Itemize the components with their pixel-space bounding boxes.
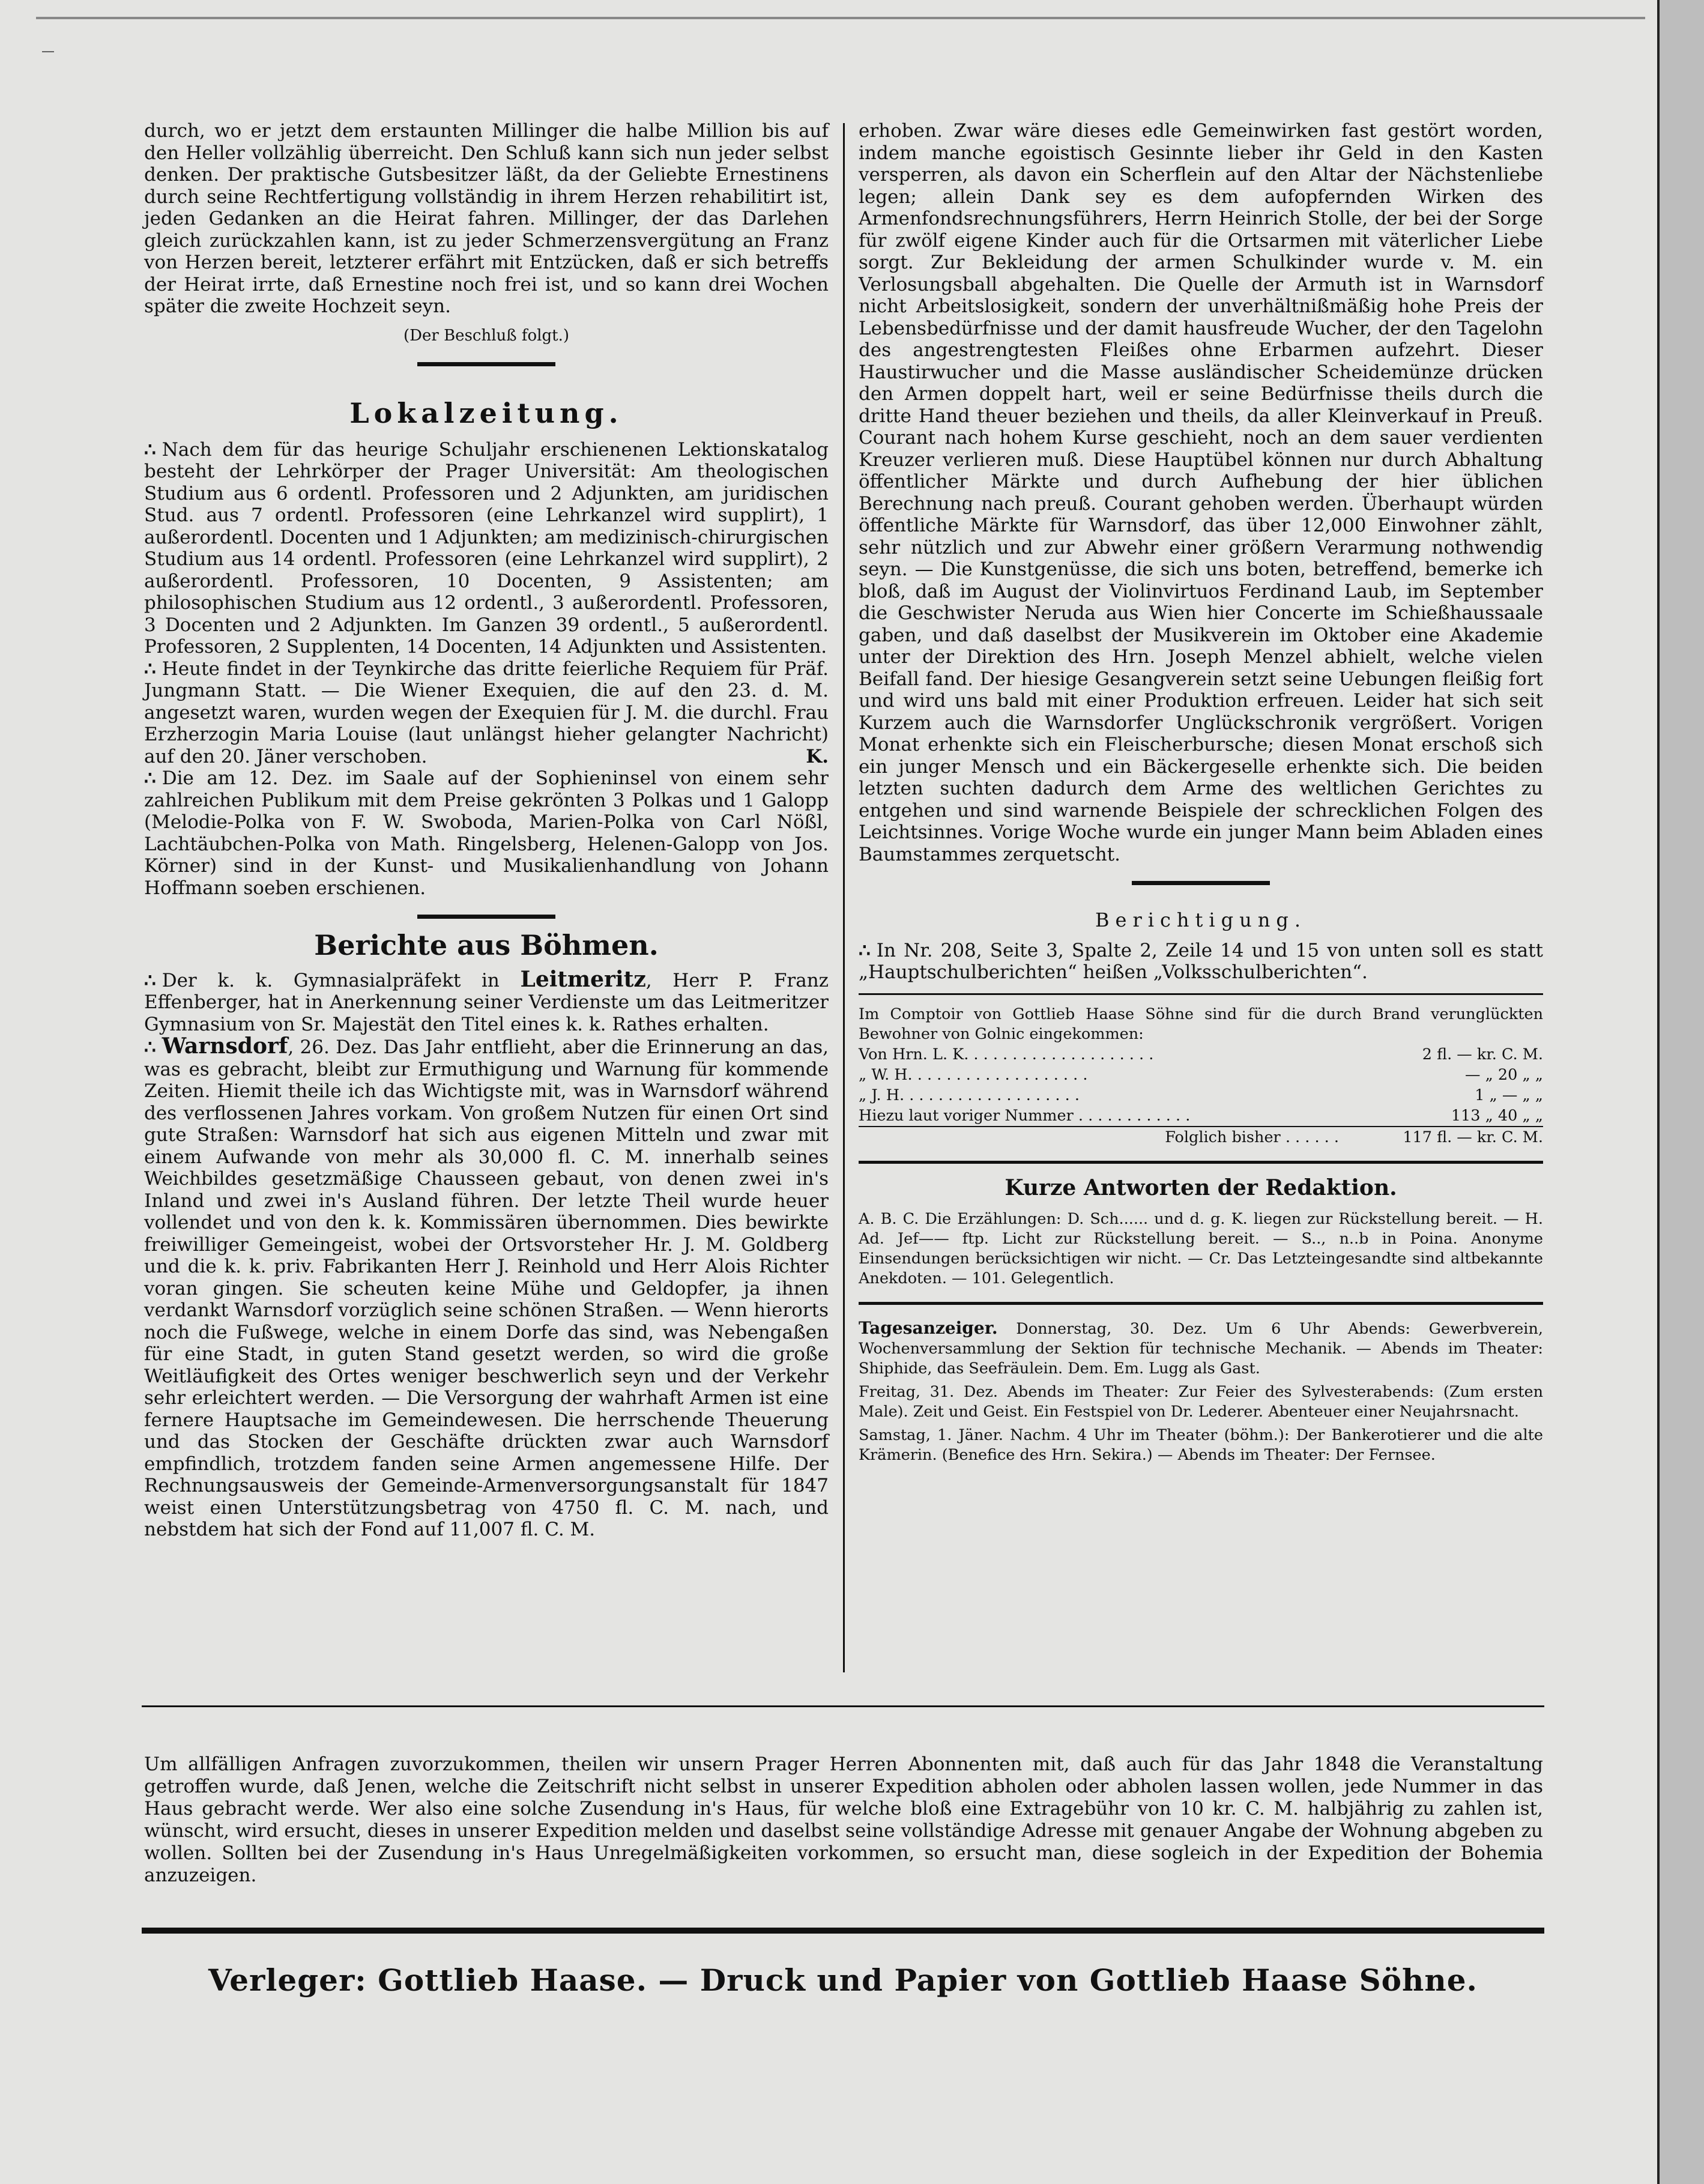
lokal-paragraph-3-text: Die am 12. Dez. im Saale auf der Sophieninsel von einem sehr zahlreichen Publikum mit dem Preise gekrönten 3 Polkas und 1 Galopp (Melodie-Polka von F. W. Swoboda, Marien-Polka von Carl Nößl, Lachtäubchen-Polka von Math. Ringelsberg, Helenen-Galopp von Jos. Körner) sind in der Kunst- und Musikalienhandlung von Johann Hoffmann soeben erschienen.: [144, 767, 829, 899]
table-row: [859, 1044, 1543, 1065]
author-signature: K.: [806, 745, 829, 767]
lokal-paragraph-2: [144, 658, 829, 768]
donor-label: „ W. H. . . . . . . . . . . . . . . . . . .: [859, 1065, 1088, 1084]
berichtigung-body: In Nr. 208, Seite 3, Spalte 2, Zeile 14 und 15 von unten soll es statt „Hauptschulberichten“ heißen „Volksschulberichten“.: [859, 939, 1543, 983]
boehmen-p1-post: , Herr P. Franz Effenberger, hat in Anerkennung seiner Verdienste um das Leitmeritzer Gymnasium von Sr. Majestät den Titel eines k. k. Rathes erhalten.: [144, 969, 829, 1035]
footer-rule: [142, 1928, 1544, 1934]
place-name: Warnsdorf: [162, 1033, 288, 1059]
lokal-paragraph-3: [144, 767, 829, 899]
top-edge-line: [36, 17, 1645, 19]
notice-top-rule: [142, 1705, 1544, 1707]
continued-note: (Der Beschluß folgt.): [403, 326, 569, 345]
berichtigung-heading: Berichtigung.: [1095, 909, 1307, 931]
table-row: [859, 1106, 1543, 1127]
donor-amount: — „ 20 „ „: [1464, 1065, 1543, 1084]
left-column: [144, 120, 829, 1541]
berichtigung-text: [859, 940, 1543, 984]
asterism-icon: ∴: [144, 438, 156, 461]
berichte-heading: Berichte aus Böhmen.: [314, 929, 659, 961]
column-separator: [843, 123, 845, 1672]
boehmen-paragraph-1: [144, 966, 829, 1036]
place-name: Leitmeritz: [520, 966, 646, 992]
subscriber-notice: Um allfälligen Anfragen zuvorzukommen, theilen wir unsern Prager Herren Abonnenten mit, daß auch für das Jahr 1848 die Veranstaltung getroffen wurde, daß Jenen, welche die Zeitschrift nicht selbst in unserer Expedition abholen oder abholen lassen wollen, jede Nummer in das Haus gebracht werde. Wer also eine solche Zusendung in's Haus, für welche bloß eine Extragebühr von 10 kr. C. M. halbjährig zu zahlen ist, wünscht, wird ersucht, dieses in unserer Expedition melden und daselbst seine vollständige Adresse mit genauer Angabe der Wohnung abgeben zu wollen. Sollten bei der Zusendung in's Haus Unregelmäßigkeiten vorkommen, so ersucht man, diese sogleich in der Expedition der Bohemia anzuzeigen.: [144, 1753, 1543, 1886]
donor-label: „ J. H. . . . . . . . . . . . . . . . . . .: [859, 1086, 1080, 1104]
right-column: [859, 120, 1543, 1465]
asterism-icon: ∴: [859, 939, 871, 961]
asterism-icon: ∴: [144, 658, 156, 680]
donor-amount: 113 „ 40 „ „: [1451, 1106, 1543, 1125]
kurze-antworten-heading: Kurze Antworten der Redaktion.: [1005, 1175, 1397, 1200]
tagesanzeiger-entry-1: [859, 1318, 1543, 1379]
table-row: [859, 1085, 1543, 1106]
boehmen-paragraph-2: [144, 1035, 829, 1541]
donor-label: Hiezu laut voriger Nummer . . . . . . . . . . . .: [859, 1106, 1191, 1125]
donor-amount: 1 „ — „ „: [1475, 1086, 1543, 1104]
total-row: [859, 1127, 1543, 1148]
donation-table: [859, 1044, 1543, 1148]
adjacent-page-edge: [1657, 0, 1704, 2184]
lokalzeitung-heading: Lokalzeitung.: [349, 397, 623, 429]
publisher-footer: Verleger: Gottlieb Haase. — Druck und Papier von Gottlieb Haase Söhne.: [208, 1962, 1478, 1998]
tagesanzeiger-entry-3: Samstag, 1. Jäner. Nachm. 4 Uhr im Theater (böhm.): Der Bankerotierer und die alte Krämerin. (Benefice des Hrn. Sekira.) — Abends im Theater: Der Fernsee.: [859, 1426, 1543, 1464]
donation-intro: Im Comptoir von Gottlieb Haase Söhne sind für die durch Brand verunglückten Bewohner von Golnic eingekommen:: [859, 1005, 1543, 1043]
lokal-paragraph-1: [144, 439, 829, 658]
tagesanzeiger-label: Tagesanzeiger.: [859, 1318, 998, 1338]
donor-label: Von Hrn. L. K. . . . . . . . . . . . . . . . . . . .: [859, 1045, 1154, 1063]
section-rule: [417, 915, 555, 919]
lokal-paragraph-1-text: Nach dem für das heurige Schuljahr erschienenen Lektionskatalog besteht der Lehrkörper der Prager Universität: Am theologischen Studium aus 6 ordentl. Professoren und 2 Adjunkten, am juridischen Stud. aus 7 ordentl. Professoren (eine Lehrkanzel wird supplirt), 1 außerordentl. Docenten und 1 Adjunkten; am medizinisch-chirurgischen Studium aus 14 ordentl. Professoren (eine Lehrkanzel wird supplirt), 2 außerordentl. Professoren, 10 Docenten, 9 Assistenten; am philosophischen Studium aus 12 ordentl., 3 außerordentl. Professoren, 3 Docenten und 2 Adjunkten. Im Ganzen 39 ordentl., 5 außerordentl. Professoren, 2 Supplenten, 14 Docenten, 14 Adjunkten und Assistenten.: [144, 438, 829, 658]
tages-text: Donnerstag, 30. Dez. Um 6 Uhr Abends: Gewerbverein, Wochenversammlung der Sektion für technische Mechanik. — Abends im Theater: Shiphide, das Seefräulein. Dem. Em. Lugg als Gast.: [859, 1320, 1543, 1378]
asterism-icon: ∴: [144, 969, 156, 991]
boehmen-p1-pre: Der k. k. Gymnasialpräfekt in: [162, 969, 500, 991]
divider: [859, 993, 1543, 995]
asterism-icon: ∴: [144, 1036, 156, 1058]
divider: [859, 1302, 1543, 1305]
warnsdorf-continuation: erhoben. Zwar wäre dieses edle Gemeinwirken fast gestört worden, indem manche egoistisch Gesinnte lieber ihr Geld in den Kasten versperren, als davon ein Scherflein auf den Altar der Nächstenliebe legen; allein Dank sey es dem aufopfernden Wirken des Armenfondsrechnungsführers, Herrn Heinrich Stolle, der bei der Sorge für zwölf eigene Kinder auch für die Ortsarmen mit väterlicher Liebe sorgt. Zur Bekleidung der armen Schulkinder wurde v. M. ein Verlosungsball abgehalten. Die Quelle der Armuth ist in Warnsdorf nicht Arbeitslosigkeit, sondern der unverhältnißmäßig hohe Preis der Lebensbedürfnisse und der damit hausfreude Wucher, der den Tagelohn des angestrengtesten Fleißes ohne Erbarmen aufzehrt. Dieser Haustirwucher und die Masse ausländischer Scheidemünze drücken den Armen doppelt hart, weil er seine Bedürfnisse theils durch die dritte Hand theuer beziehen und theils, da aller Kleinverkauf in Preuß. Courant nach hohem Kurse geschieht, noch an dem sauer verdienten Kreuzer verlieren muß. Diese Hauptübel können nur durch Abhaltung öffentlicher Märkte und durch Aufhebung der hier üblichen Berechnung nach preuß. Courant gehoben werden. Überhaupt würden öffentliche Märkte für Warnsdorf, das über 12,000 Einwohner zählt, sehr nützlich und zur Abwehr einer größern Verarmung nothwendig seyn. — Die Kunstgenüsse, die sich uns boten, betreffend, bemerke ich bloß, daß im August der Violinvirtuos Ferdinand Laub, im September die Geschwister Neruda aus Wien hier Concerte im Schießhaussaale gaben, und daß daselbst der Musikverein im Oktober eine Akademie unter der Direktion des Hrn. Joseph Menzel abhielt, welche vielen Beifall fand. Der hiesige Gesangverein setzt seine Uebungen fleißig fort und wird uns bald mit einer Produktion erfreuen. Leider hat sich seit Kurzem auch die Warnsdorfer Unglückschronik vergrößert. Vorigen Monat erhenkte sich ein Fleischerbursche; diesen Monat erschoß sich ein junger Mensch und ein Bäckergeselle erhenkte sich. Die beiden letzten suchten dadurch dem Arme des weltlichen Gerichtes zu entgehen und sind warnende Beispiele der schrecklichen Folgen des Leichtsinnes. Vorige Woche wurde ein junger Mann beim Abladen eines Baumstammes zerquetscht.: [859, 120, 1543, 865]
section-rule: [417, 362, 555, 366]
margin-mark: ‾: [42, 48, 54, 76]
kurze-antworten-text: A. B. C. Die Erzählungen: D. Sch...... und d. g. K. liegen zur Rückstellung bereit. — H. Ad. Jef—— ftp. Licht zur Rückstellung bereit. — S.., n..b in Poina. Anonyme Einsendungen berücksichtigen wir nicht. — Cr. Das Letzteingesandte sind altbekannte Anekdoten. — 101. Gelegentlich.: [859, 1210, 1543, 1287]
lokal-paragraph-2-text: Heute findet in der Teynkirche das dritte feierliche Requiem für Präf. Jungmann Statt. — Die Wiener Exequien, die auf den 23. d. M. angesetzt waren, wurden wegen der Exequien für J. M. die durchl. Frau Erzherzogin Maria Louise (laut unlängst hieher gelangter Nachricht) auf den 20. Jäner verschoben.: [144, 658, 829, 767]
section-rule: [1132, 881, 1270, 885]
story-ending-paragraph: durch, wo er jetzt dem erstaunten Millinger die halbe Million bis auf den Heller vollzählig überreicht. Den Schluß kann sich nun jeder selbst denken. Der praktische Gutsbesitzer läßt, da der Geliebte Ernestinens durch seine Rechtfertigung vollständig in ihrem Herzen rehabilitirt ist, jeden Gedanken an die Heirat fahren. Millinger, der das Darlehen gleich zurückzahlen kann, ist zu jeder Schmerzensvergütung an Franz von Herzen bereit, letzterer erfährt mit Entzücken, daß er sich betreffs der Heirat irrte, daß Ernestine noch frei ist, und so kann drei Wochen später die zweite Hochzeit seyn.: [144, 120, 829, 317]
total-label: Folglich bisher . . . . . .: [1165, 1128, 1339, 1146]
tagesanzeiger-entry-2: Freitag, 31. Dez. Abends im Theater: Zur Feier des Sylvesterabends: (Zum ersten Male). Zeit und Geist. Ein Festspiel von Dr. Lederer. Abenteuer einer Neujahrsnacht.: [859, 1383, 1543, 1421]
table-row: [859, 1065, 1543, 1085]
boehmen-p2-text: , 26. Dez. Das Jahr entflieht, aber die Erinnerung an das, was es gebracht, bleibt zur Ermuthigung und Warnung für kommende Zeiten. Hiemit theile ich das Wichtigste mit, was in Warnsdorf während des verflossenen Jahres vorkam. Von großem Nutzen für einen Ort sind gute Straßen: Warnsdorf hat sich aus eigenen Mitteln und zwar mit einem Aufwande von mehr als 30,000 fl. C. M. innerhalb seines Weichbildes gesetzmäßige Chausseen gebaut, von denen zwei in's Inland und zwei in's Ausland führen. Der letzte Theil wurde heuer vollendet und von den k. k. Kommissären übernommen. Dies bewirkte freiwilliger Gemeingeist, wobei der Ortsvorsteher Hr. J. M. Goldberg und die k. k. priv. Fabrikanten Herr J. Reinhold und Herr Alois Richter voran gingen. Sie scheuten keine Mühe und Geldopfer, ja ihnen verdankt Warnsdorf vorzüglich seine schönen Straßen. — Wenn hierorts noch die Fußwege, welche in einem Dorfe das sind, was Nebengaßen für eine Stadt, in guten Stand gesetzt werden, so wird die große Weitläufigkeit des Ortes weniger beschwerlich seyn und der Verkehr sehr erleichtert werden. — Die Versorgung der wahrhaft Armen ist eine fernere Hauptsache im Gemeindewesen. Die herrschende Theuerung und das Stocken der Geschäfte drückten zwar auch Warnsdorf empfindlich, trotzdem fanden seine Armen angemessene Hilfe. Der Rechnungsausweis der Gemeinde-Armenversorgungsanstalt für 1847 weist einen Unterstützungsbetrag von 4750 fl. C. M. nach, und nebstdem hat sich der Fond auf 11,007 fl. C. M.: [144, 1036, 829, 1540]
total-amount: 117 fl. — kr. C. M.: [1403, 1128, 1543, 1146]
divider: [859, 1161, 1543, 1164]
donor-amount: 2 fl. — kr. C. M.: [1422, 1045, 1543, 1063]
asterism-icon: ∴: [144, 767, 156, 789]
